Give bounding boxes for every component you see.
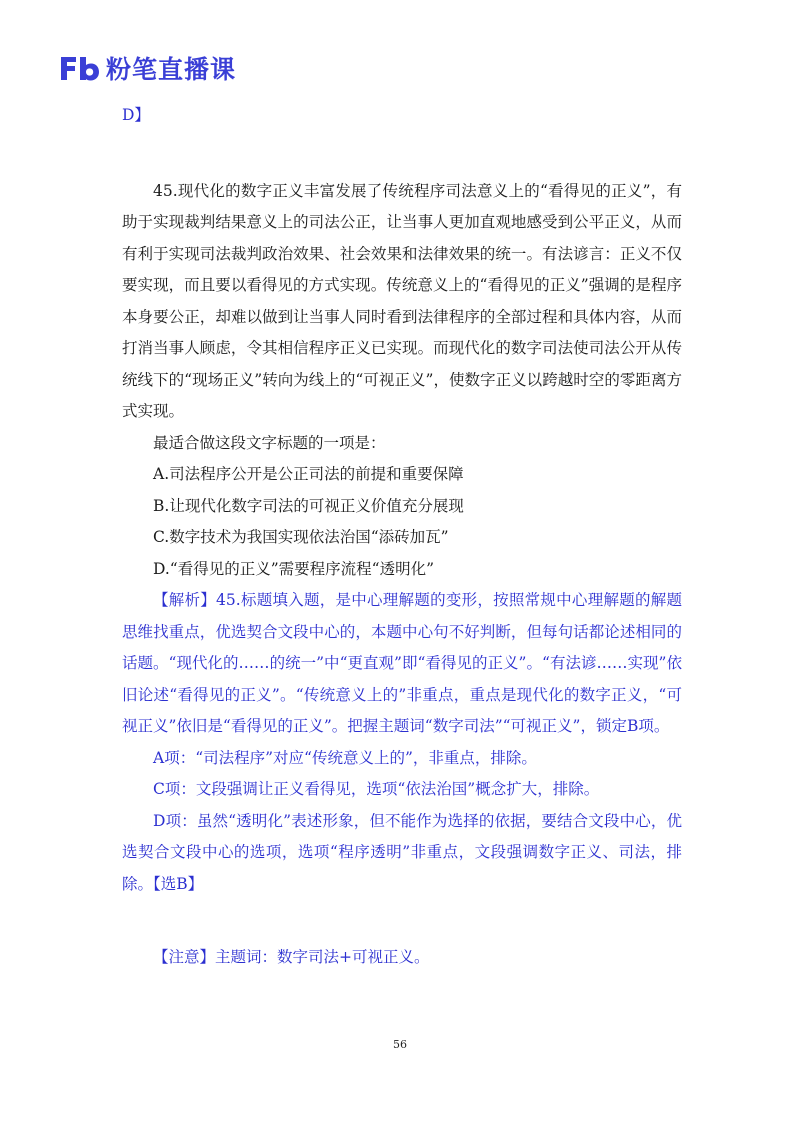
fb-logo-icon [58, 53, 102, 83]
question-prompt: 最适合做这段文字标题的一项是： [153, 433, 386, 452]
analysis-main: 【解析】45.标题填入题，是中心理解题的变形，按照常规中心理解题的解题思维找重点，优选契合文段中心的，本题中心句不好判断，但每句话都论述相同的话题。“现代化的……的统一”中“更直观”即“看得见的正义”。“有法谚……实现”依旧论述“看得见的正义”。“传统意义上的”非重点，重点是现代化的数字正义，“可视正义”依旧是“看得见的正义”。把握主题词“数字司法”“可视正义”，锁定B项。 [122, 591, 682, 735]
brand-name: 粉笔直播课 [106, 55, 237, 84]
previous-answer-tail: D】 [122, 106, 150, 124]
analysis-item-c: C项：文段强调让正义看得见，选项“依法治国”概念扩大，排除。 [153, 780, 600, 798]
option-a: A.司法程序公开是公正司法的前提和重要保障 [153, 465, 464, 483]
question-stem: 45.现代化的数字正义丰富发展了传统程序司法意义上的“看得见的正义”，有助于实现裁判结果意义上的司法公正，让当事人更加直观地感受到公平正义，从而有利于实现司法裁判政治效果、社会效果和法律效果的统一。有法谚言：正义不仅要实现，而且要以看得见的方式实现。传统意义上的“看得见的正义”强调的是程序本身要公正，却难以做到让当事人同时看到法律程序的全部过程和具体内容，从而打消当事人顾虑，令其相信程序正义已实现。而现代化的数字司法使司法公开从传统线下的“现场正义”转向为线上的“可视正义”，使数字正义以跨越时空的零距离方式实现。 [122, 181, 682, 420]
page-number: 56 [393, 1038, 407, 1051]
option-d: D.“看得见的正义”需要程序流程“透明化” [153, 559, 434, 578]
analysis-item-d: D项：虽然“透明化”表述形象，但不能作为选择的依据，要结合文段中心，优选契合文段中心的选项，选项“程序透明”非重点，文段强调数字正义、司法，排除。【选B】 [122, 811, 682, 893]
option-b: B.让现代化数字司法的可视正义价值充分展现 [153, 496, 464, 515]
option-c: C.数字技术为我国实现依法治国“添砖加瓦” [153, 528, 449, 546]
page-content [122, 100, 682, 974]
brand-logo [58, 50, 236, 86]
analysis-note: 【注意】主题词：数字司法+可视正义。 [153, 948, 430, 966]
analysis-item-a: A项：“司法程序”对应“传统意义上的”，非重点，排除。 [153, 748, 537, 767]
